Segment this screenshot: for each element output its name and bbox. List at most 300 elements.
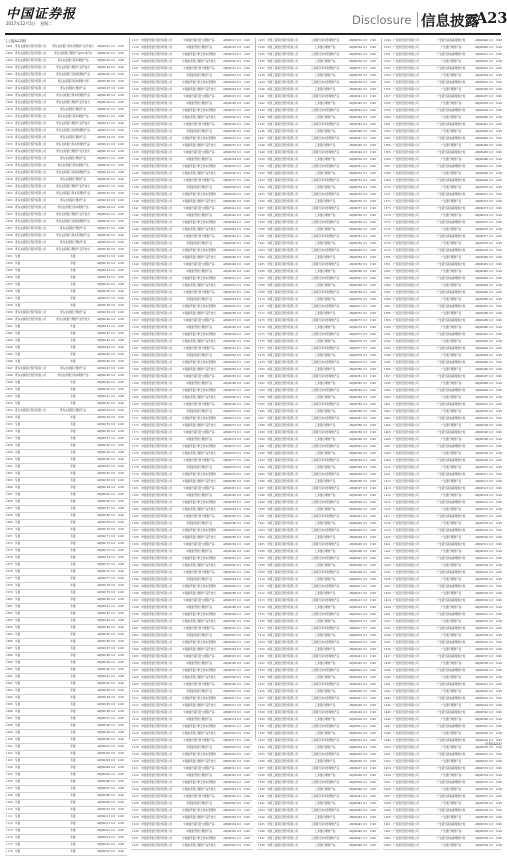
table-cell: 0.98: [496, 249, 502, 252]
table-row: [5, 730, 127, 737]
table-row: [5, 408, 127, 415]
table-cell: 中国工商银行股份有限公司: [267, 620, 299, 623]
table-cell: 0.5: [111, 227, 116, 230]
table-cell: 工商银行保本型理财产品: [310, 571, 340, 574]
table-row: [5, 254, 127, 261]
table-cell: 0.5: [111, 759, 116, 762]
table-row: [257, 836, 379, 843]
table-cell: 中国建设银行理财产品: [186, 718, 212, 721]
table-cell: 0.5: [111, 311, 116, 314]
table-cell: ABJ00341: [349, 95, 363, 98]
table-cell: 中国建设银行股份有限公司: [141, 809, 173, 812]
table-cell: 1357: [384, 95, 391, 98]
table-cell: ABJ00307: [223, 669, 237, 672]
table-cell: ABJ00135: [97, 283, 111, 286]
table-cell: ABJ00380: [349, 368, 363, 371]
issue-date: 2017年12月5日: [6, 21, 36, 26]
table-cell: 中国建设银行理财产品开放式: [182, 284, 216, 287]
table-cell: 0.5: [237, 564, 242, 567]
table-cell: 1012: [6, 122, 13, 125]
table-cell: 1264: [258, 256, 265, 259]
table-cell: 1142: [132, 214, 139, 217]
table-cell: 1114: [6, 836, 13, 839]
table-cell: 中国建设银行理财产品开放式: [182, 452, 216, 455]
table-cell: 华夏: [15, 668, 21, 671]
table-cell: 中国建设银行理财产品: [186, 214, 212, 217]
table-cell: 0.5: [489, 802, 494, 805]
table-cell: ABJ00441: [349, 795, 363, 798]
table-cell: 广发银行薪加薪理财计划: [436, 781, 466, 784]
table-cell: 1397: [384, 375, 391, 378]
table-cell: 0.5: [111, 577, 116, 580]
table-cell: ABJ00313: [223, 711, 237, 714]
table-row: [5, 646, 127, 653]
table-cell: 0.98: [244, 473, 250, 476]
table-cell: 中国建设银行理财产品: [186, 606, 212, 609]
table-cell: 中国建设银行股份有限公司: [141, 494, 173, 497]
table-cell: ABJ00316: [223, 732, 237, 735]
table-row: [383, 80, 501, 87]
table-cell: 工商银行保本型理财产品: [310, 361, 340, 364]
table-cell: 青岛农商银行理财产品: [60, 311, 86, 314]
table-row: [257, 367, 379, 374]
table-cell: ABJ00314: [223, 718, 237, 721]
table-cell: 0.5: [111, 661, 116, 664]
table-cell: 广发银行股份有限公司: [393, 564, 419, 567]
table-cell: 中国建设银行股份有限公司: [141, 788, 173, 791]
table-cell: 中国工商银行股份有限公司: [267, 718, 299, 721]
table-cell: 0.5: [111, 52, 116, 55]
table-row: [257, 465, 379, 472]
table-row: [257, 556, 379, 563]
table-cell: 1361: [384, 123, 391, 126]
table-cell: 广发银行股份有限公司: [393, 389, 419, 392]
table-cell: 0.98: [496, 396, 502, 399]
table-cell: ABJ00535: [475, 641, 489, 644]
table-row: [5, 352, 127, 359]
table-cell: 广发银行理财产品: [440, 60, 462, 63]
table-cell: 华夏: [70, 801, 76, 804]
table-cell: 0.98: [244, 53, 250, 56]
table-row: [257, 549, 379, 556]
table-cell: ABJ00457: [475, 95, 489, 98]
table-row: [131, 255, 253, 262]
table-row: [5, 814, 127, 821]
table-cell: 0.98: [496, 585, 502, 588]
table-cell: 1016: [6, 150, 13, 153]
table-cell: 1267: [258, 277, 265, 280]
table-cell: 1413: [384, 487, 391, 490]
table-cell: 0.98: [244, 319, 250, 322]
table-cell: ABJ00364: [349, 256, 363, 259]
table-row: [257, 689, 379, 696]
table-cell: 工商银行理财产品: [314, 116, 336, 119]
table-row: [5, 422, 127, 429]
table-row: [257, 759, 379, 766]
table-row: [131, 787, 253, 794]
table-cell: 广发银行股份有限公司: [393, 704, 419, 707]
table-cell: 华夏: [70, 472, 76, 475]
table-cell: 0.98: [118, 199, 124, 202]
table-cell: 1121: [132, 67, 139, 70]
table-cell: 中国工商银行股份有限公司: [267, 284, 299, 287]
table-cell: 1269: [258, 291, 265, 294]
table-cell: 广发银行理财产品: [440, 466, 462, 469]
table-cell: 中国工商银行股份有限公司: [267, 396, 299, 399]
table-cell: 中国工商银行股份有限公司: [267, 326, 299, 329]
table-row: [5, 625, 127, 632]
table-cell: ABJ00392: [349, 452, 363, 455]
table-cell: 0.5: [363, 578, 368, 581]
table-row: [383, 829, 501, 836]
table-cell: 0.5: [489, 634, 494, 637]
table-cell: 0.5: [111, 297, 116, 300]
table-cell: 0.5: [363, 606, 368, 609]
table-cell: 0.98: [370, 697, 376, 700]
table-cell: 1302: [258, 522, 265, 525]
table-cell: 1372: [384, 200, 391, 203]
table-row: [131, 136, 253, 143]
table-cell: 华夏: [15, 493, 21, 496]
table-cell: 中国建设银行乾元保本型理财: [182, 333, 216, 336]
table-cell: 1098: [6, 724, 13, 727]
table-cell: 华夏: [70, 283, 76, 286]
table-cell: 广发银行股份有限公司: [393, 669, 419, 672]
table-cell: 广发银行股份有限公司: [393, 158, 419, 161]
table-cell: 1260: [258, 228, 265, 231]
table-cell: ABJ00463: [475, 137, 489, 140]
table-row: [383, 451, 501, 458]
table-cell: 工商银行理财产品: [314, 60, 336, 63]
table-cell: 0.5: [489, 137, 494, 140]
table-row: [5, 429, 127, 436]
table-cell: 华夏: [70, 542, 76, 545]
table-cell: 1327: [258, 697, 265, 700]
table-cell: 0.98: [244, 137, 250, 140]
table-cell: 0.98: [370, 102, 376, 105]
table-cell: 0.98: [118, 612, 124, 615]
table-cell: 0.5: [111, 626, 116, 629]
table-row: [383, 731, 501, 738]
table-cell: 0.98: [370, 228, 376, 231]
table-cell: ABJ00221: [223, 67, 237, 70]
table-cell: 0.5: [363, 473, 368, 476]
table-cell: 中国建设银行股份有限公司: [141, 109, 173, 112]
table-cell: ABJ00190: [97, 668, 111, 671]
table-cell: 0.5: [489, 494, 494, 497]
table-cell: 1326: [258, 690, 265, 693]
table-cell: 1398: [384, 382, 391, 385]
table-cell: 中国建设银行理财产品开放式: [182, 424, 216, 427]
table-cell: ABJ00334: [349, 46, 363, 49]
table-cell: 工商银行理财产品: [314, 788, 336, 791]
table-cell: 0.98: [118, 227, 124, 230]
table-cell: ABJ00209: [97, 801, 111, 804]
table-cell: ABJ00244: [223, 228, 237, 231]
table-row: [257, 647, 379, 654]
table-cell: 0.5: [489, 123, 494, 126]
table-row: [5, 842, 127, 849]
table-cell: ABJ00282: [223, 494, 237, 497]
table-row: [257, 290, 379, 297]
table-cell: 0.98: [244, 130, 250, 133]
table-cell: 工商银行理财产品: [314, 256, 336, 259]
table-cell: 1376: [384, 228, 391, 231]
table-cell: 华夏: [15, 542, 21, 545]
table-cell: 0.5: [111, 262, 116, 265]
table-cell: 华夏: [15, 325, 21, 328]
table-cell: 0.98: [244, 81, 250, 84]
table-cell: ABJ00421: [349, 655, 363, 658]
table-cell: 中国工商银行股份有限公司: [267, 95, 299, 98]
table-cell: 0.5: [237, 95, 242, 98]
table-cell: 1045: [6, 353, 13, 356]
table-cell: 华夏: [15, 290, 21, 293]
table-cell: 0.98: [118, 220, 124, 223]
table-cell: ABJ00436: [349, 760, 363, 763]
table-cell: 0.5: [363, 396, 368, 399]
table-cell: 中国工商银行股份有限公司: [267, 424, 299, 427]
table-row: [131, 108, 253, 115]
table-cell: 1015: [6, 143, 13, 146]
table-cell: 华夏: [15, 381, 21, 384]
table-cell: 1324: [258, 676, 265, 679]
table-cell: 中国建设银行乾元保本型理财: [182, 193, 216, 196]
table-cell: 广发银行理财产品: [440, 662, 462, 665]
table-cell: ABJ00286: [223, 522, 237, 525]
table-cell: 0.5: [363, 291, 368, 294]
table-cell: ABJ00411: [349, 585, 363, 588]
table-cell: ABJ00557: [475, 795, 489, 798]
table-cell: 1101: [6, 745, 13, 748]
table-cell: 0.5: [111, 199, 116, 202]
table-cell: 0.5: [111, 234, 116, 237]
table-cell: ABJ00243: [223, 221, 237, 224]
table-cell: 1294: [258, 466, 265, 469]
table-cell: 0.98: [244, 690, 250, 693]
table-cell: 0.5: [489, 578, 494, 581]
table-cell: ABJ00258: [223, 326, 237, 329]
table-cell: 1463: [384, 837, 391, 840]
table-cell: ABJ00346: [349, 130, 363, 133]
table-row: [131, 346, 253, 353]
table-cell: 中国建设银行股份有限公司: [141, 60, 173, 63]
table-row: [383, 773, 501, 780]
table-cell: 0.5: [111, 556, 116, 559]
table-cell: 中国建设银行股份有限公司: [141, 557, 173, 560]
table-cell: 青岛农商银行理财产品: [60, 241, 86, 244]
table-cell: 0.5: [363, 550, 368, 553]
table-cell: ABJ00295: [223, 585, 237, 588]
table-cell: 1425: [384, 571, 391, 574]
table-cell: 华夏: [70, 479, 76, 482]
table-cell: 中国建设银行理财产品开放式: [182, 256, 216, 259]
table-cell: 1428: [384, 592, 391, 595]
table-cell: 广发银行理财产品: [440, 676, 462, 679]
table-row: [131, 332, 253, 339]
table-row: [131, 493, 253, 500]
table-cell: 青岛农商银行保本理财产品: [57, 374, 89, 377]
table-cell: ABJ00118: [97, 164, 111, 167]
table-cell: ABJ00158: [97, 444, 111, 447]
table-cell: ABJ00294: [223, 578, 237, 581]
table-cell: 0.98: [118, 283, 124, 286]
table-cell: 0.5: [489, 704, 494, 707]
table-cell: 1229: [132, 823, 139, 826]
table-cell: 中国建设银行乾元理财产品: [183, 767, 215, 770]
table-cell: 中国工商银行股份有限公司: [267, 767, 299, 770]
table-cell: 0.5: [237, 368, 242, 371]
table-cell: ABJ00460: [475, 116, 489, 119]
table-cell: 1120: [132, 60, 139, 63]
table-cell: 0.98: [496, 67, 502, 70]
table-cell: 1043: [6, 339, 13, 342]
table-row: [257, 402, 379, 409]
table-cell: 0.5: [489, 67, 494, 70]
table-row: [383, 241, 501, 248]
table-cell: 广发银行股份有限公司: [393, 529, 419, 532]
table-cell: 青岛农商银行保本型理财产品: [56, 143, 90, 146]
table-row: [5, 51, 127, 58]
table-cell: 0.98: [370, 144, 376, 147]
table-row: [131, 94, 253, 101]
table-cell: 中国工商银行股份有限公司: [267, 39, 299, 42]
table-cell: 工商银行理财产品: [314, 760, 336, 763]
table-cell: 中国工商银行股份有限公司: [267, 347, 299, 350]
table-cell: 中国工商银行股份有限公司: [267, 725, 299, 728]
table-cell: 1335: [258, 753, 265, 756]
table-row: [5, 548, 127, 555]
table-cell: ABJ00455: [475, 81, 489, 84]
table-cell: 0.5: [111, 206, 116, 209]
table-cell: 0.5: [111, 185, 116, 188]
table-cell: 0.5: [363, 375, 368, 378]
table-cell: 1219: [132, 753, 139, 756]
table-cell: 1234: [258, 46, 265, 49]
table-cell: ABJ00496: [475, 368, 489, 371]
table-cell: 工商银行理财产品: [314, 578, 336, 581]
table-cell: 1411: [384, 473, 391, 476]
table-cell: 0.5: [237, 697, 242, 700]
table-cell: 0.98: [118, 52, 124, 55]
table-cell: 中国建设银行股份有限公司: [141, 242, 173, 245]
table-cell: 0.5: [489, 599, 494, 602]
table-cell: 0.98: [118, 458, 124, 461]
table-row: [257, 297, 379, 304]
table-row: [383, 528, 501, 535]
table-cell: 0.5: [489, 144, 494, 147]
table-cell: 1383: [384, 277, 391, 280]
table-cell: 中国工商银行股份有限公司: [267, 403, 299, 406]
table-cell: 广发银行理财产品: [440, 298, 462, 301]
table-row: [131, 381, 253, 388]
table-cell: 中国建设银行股份有限公司: [141, 354, 173, 357]
table-cell: 中国工商银行股份有限公司: [267, 109, 299, 112]
table-cell: 0.98: [118, 444, 124, 447]
table-cell: 1415: [384, 501, 391, 504]
table-cell: 华夏: [15, 479, 21, 482]
table-cell: 中国工商银行股份有限公司: [267, 172, 299, 175]
table-row: [131, 73, 253, 80]
table-cell: 青岛农商银行股份有限公司: [15, 409, 47, 412]
table-cell: ABJ00366: [349, 270, 363, 273]
table-row: [257, 815, 379, 822]
table-cell: ABJ00168: [97, 514, 111, 517]
table-cell: 华夏: [70, 416, 76, 419]
table-cell: 0.98: [244, 312, 250, 315]
table-cell: 广发银行股份有限公司: [393, 599, 419, 602]
table-cell: 广发银行理财产品: [440, 746, 462, 749]
table-row: [383, 227, 501, 234]
table-cell: 0.98: [118, 409, 124, 412]
table-cell: 0.5: [489, 81, 494, 84]
table-cell: 1168: [132, 396, 139, 399]
table-cell: 0.98: [370, 508, 376, 511]
table-cell: 0.5: [111, 59, 116, 62]
table-cell: 1391: [384, 333, 391, 336]
table-cell: ABJ00541: [475, 683, 489, 686]
table-cell: ABJ00134: [97, 276, 111, 279]
table-row: [383, 514, 501, 521]
table-cell: 0.98: [244, 39, 250, 42]
table-cell: 0.5: [237, 375, 242, 378]
table-cell: ABJ00337: [349, 67, 363, 70]
table-cell: 1263: [258, 249, 265, 252]
table-cell: ABJ00402: [349, 522, 363, 525]
table-cell: 0.98: [118, 766, 124, 769]
table-cell: 广发银行股份有限公司: [393, 312, 419, 315]
table-cell: 1023: [6, 199, 13, 202]
table-cell: 0.5: [237, 81, 242, 84]
table-cell: 工商银行保本型理财产品: [310, 613, 340, 616]
table-cell: ABJ00416: [349, 620, 363, 623]
table-cell: 广发银行股份有限公司: [393, 375, 419, 378]
table-cell: 中国建设银行理财产品开放式: [182, 144, 216, 147]
table-row: [131, 59, 253, 66]
table-cell: 0.5: [237, 746, 242, 749]
table-row: [5, 359, 127, 366]
table-cell: 1029: [6, 241, 13, 244]
table-row: [257, 332, 379, 339]
table-row: [257, 626, 379, 633]
table-cell: ABJ00523: [475, 557, 489, 560]
table-cell: 0.98: [118, 619, 124, 622]
table-cell: 中国建设银行股份有限公司: [141, 158, 173, 161]
table-cell: 1311: [258, 585, 265, 588]
table-cell: ABJ00407: [349, 557, 363, 560]
table-cell: 广发银行薪加薪理财计划: [436, 445, 466, 448]
table-cell: 工商银行保本型理财产品: [310, 333, 340, 336]
table-cell: 0.5: [111, 773, 116, 776]
table-cell: 中国建设银行股份有限公司: [141, 634, 173, 637]
table-cell: 0.98: [244, 662, 250, 665]
table-row: [257, 654, 379, 661]
table-cell: 中国建设银行股份有限公司: [141, 396, 173, 399]
table-cell: 0.5: [363, 669, 368, 672]
table-cell: 0.98: [244, 760, 250, 763]
table-cell: 华夏: [70, 843, 76, 846]
table-cell: 0.98: [244, 270, 250, 273]
table-cell: 广发银行股份有限公司: [393, 648, 419, 651]
table-cell: 0.98: [118, 682, 124, 685]
table-row: [383, 304, 501, 311]
table-cell: 0.98: [370, 676, 376, 679]
table-cell: ABJ00103: [97, 59, 111, 62]
table-cell: 0.98: [118, 710, 124, 713]
table-cell: 中国工商银行股份有限公司: [267, 550, 299, 553]
table-cell: ABJ00188: [97, 654, 111, 657]
table-row: [257, 486, 379, 493]
